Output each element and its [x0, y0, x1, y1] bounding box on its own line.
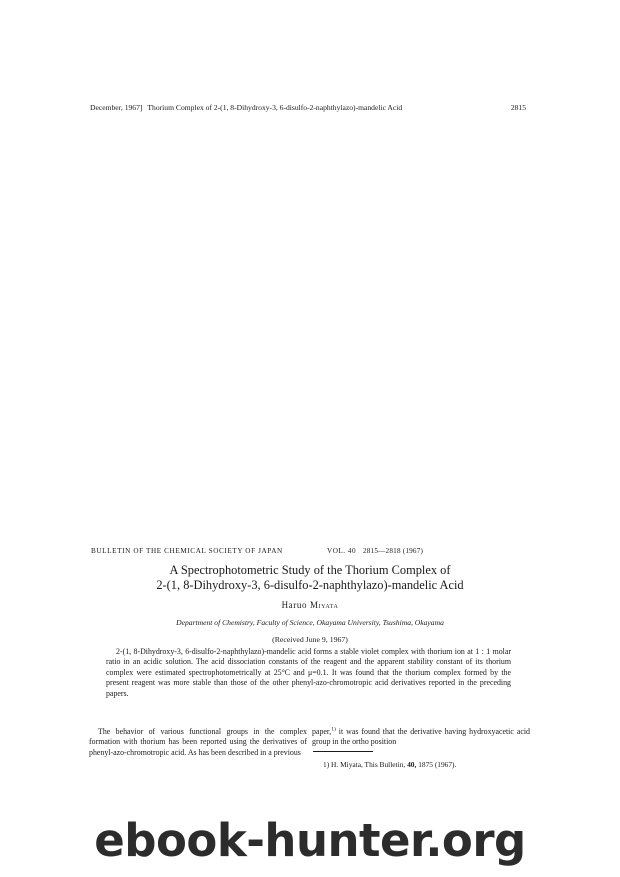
author-last-name: Miyata — [309, 600, 339, 610]
footnote — [323, 760, 533, 769]
footnote-text-post: 1875 (1967). — [418, 760, 457, 769]
body-right-post: it was found that the derivative having hydroxyacetic acid group in the ortho position — [312, 727, 530, 747]
author — [90, 600, 530, 610]
footnote-text-pre: H. Miyata, This Bulletin, — [331, 760, 406, 769]
journal-name: BULLETIN OF THE CHEMICAL SOCIETY OF JAPAN — [91, 547, 283, 555]
received-date: (Received June 9, 1967) — [272, 635, 348, 644]
journal-pages: 2815—2818 (1967) — [363, 547, 424, 555]
abstract-text: 2-(1, 8-Dihydroxy-3, 6-disulfo-2-naphthylazo)-mandelic acid forms a stable violet complex with thorium ion at 1 : 1 molar ratio in an acidic solution. The acid dissociation constants of the reagent and the apparent stability constant of its thorium complex were estimated spectrophotometrically at 25°C and μ=0.1. It was found that the thorium complex formed by the present reagent was more stable than those of the other phenyl-azo-chromotropic acid derivatives reported in the preceding papers. — [106, 647, 511, 698]
reference-marker: 1) — [331, 726, 336, 733]
running-head-date: December, 1967] — [90, 103, 143, 112]
body-column-left — [89, 727, 307, 758]
abstract — [106, 647, 511, 699]
journal-volume: VOL. 40 — [327, 547, 357, 555]
footnote-number: 1) — [323, 760, 330, 769]
affiliation: Department of Chemistry, Faculty of Science, Okayama University, Tsushima, Okayama — [176, 618, 444, 627]
journal-line — [91, 547, 531, 555]
body-column-right — [312, 727, 530, 748]
body-left-text: The behavior of various functional groups in the complex formation with thorium has been reported using the derivatives of phenyl-azo-chromotropic acid. As has been described in a previous — [89, 727, 307, 757]
title-line-2: 2-(1, 8-Dihydroxy-3, 6-disulfo-2-naphthylazo)-mandelic Acid — [156, 578, 464, 592]
watermark: ebook-hunter.org — [94, 814, 526, 867]
footnote-volume: 40, — [407, 760, 417, 769]
running-head — [90, 103, 526, 112]
body-right-pre: paper, — [312, 727, 332, 736]
running-head-title: Thorium Complex of 2-(1, 8-Dihydroxy-3, 6-disulfo-2-naphthylazo)-mandelic Acid — [147, 103, 403, 112]
page-number: 2815 — [510, 103, 526, 112]
article-title — [90, 563, 530, 593]
title-line-1: A Spectrophotometric Study of the Thorium Complex of — [169, 563, 451, 577]
body-right-text — [312, 727, 530, 748]
footnote-divider — [313, 751, 373, 752]
author-first-name: Haruo — [281, 600, 308, 610]
